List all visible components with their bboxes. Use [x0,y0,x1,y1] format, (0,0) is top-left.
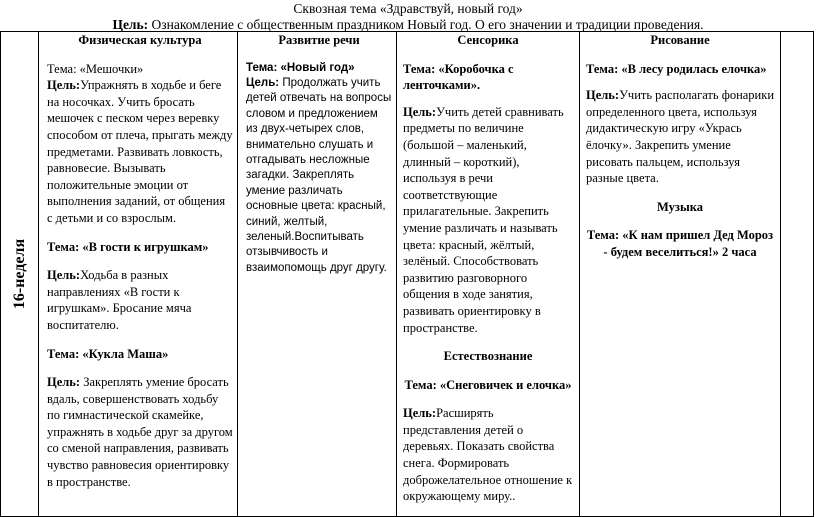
nature-theme [403,377,573,394]
music-theme [586,227,774,260]
speech-goal-text: Продолжать учить детей отвечать на вопросы словом и предложением из двух-четырех слов, внимательно слушать и отгадывать несложные загадки. Закреплять умение различать основные цвета: красный, синий, желтый, зеленый.Воспитывать отзывчивость и взаимопомощь друг другу. [246,77,392,274]
sensory-title: Сенсорика [457,33,519,47]
pe-goal-3-text: Закреплять умение бросать вдаль, совершенствовать ходьбу по гимнастической скамейке, упражнять в ходьбе друг за другом со сменой направления, развивать чувство равновесия ориентировку в пространстве. [47,375,233,489]
drawing-theme-text: Тема: «В лесу родилась елочка» [586,61,767,76]
music-theme-text: Тема: «К нам пришел Дед Мороз - будем веселиться!» 2 часа [586,228,774,259]
sensory-column [397,32,580,517]
pe-goal-1-label: Цель: [47,78,81,93]
pe-goal-3 [47,374,233,490]
pe-goal-2-text: Ходьба в разных направлениях «В гости к игрушкам». Бросание мяча воспитателю. [47,268,192,332]
pe-theme-3 [47,346,233,363]
drawing-goal-label: Цель: [586,88,620,103]
pe-title: Физическая культура [78,33,202,47]
drawing-column [580,32,781,517]
drawing-goal-text: Учить располагать фонарики определенного цвета, используя дидактическую игру «Укрась ёлочку». Закрепить умение рисовать пальцем, используя разные цвета. [586,88,775,186]
sensory-theme-text: Тема: «Коробочка с ленточками». [403,61,514,93]
pe-theme-2-text: Тема: «В гости к игрушкам» [47,239,209,254]
pe-theme-1: Тема: «Мешочки» [47,61,144,76]
goal-text: Ознакомление с общественным праздником Новый год. О его значении и традиции проведения. [148,17,704,32]
nature-goal-text: Расширять представления детей о деревьях. Показать свойства снега. Формировать доброжелательное отношение к окружающему миру.. [403,406,573,504]
sensory-theme [403,61,573,94]
pe-column [39,32,238,517]
goal-label: Цель: [112,17,149,32]
music-title: Музыка [657,199,703,214]
pe-theme-2 [47,239,233,256]
speech-theme-text: Тема: «Новый год» [246,61,355,74]
nature-theme-text: Тема: «Снеговичек и елочка» [404,377,572,392]
nature-goal [403,405,573,505]
drawing-goal [586,87,774,187]
week-cell [1,32,39,517]
speech-goal [246,76,392,276]
document-title: Сквозная тема «Здравствуй, новый год» [293,1,523,16]
pe-goal-2-label: Цель: [47,268,81,283]
weekly-plan-table [0,31,814,517]
pe-theme-3-text: Тема: «Кукла Маша» [47,346,169,361]
drawing-title: Рисование [650,33,710,47]
pe-goal-1-text: Упражнять в ходьбе и беге на носочках. Учить бросать мешочек с песком через веревку способом от плеча, прыгать между предметами. Развивать ловкость, равновесие. Вызывать положительные эмоции от выполнения заданий, от общения с детьми и со взрослым. [47,78,233,225]
nature-goal-label: Цель: [403,406,437,421]
sensory-goal [403,104,573,336]
pe-goal-1 [47,77,233,226]
speech-column [238,32,397,517]
week-label: 16-неделя [10,238,28,310]
sensory-goal-text: Учить детей сравнивать предметы по величине (большой – маленький, длинный – короткий), используя в речи соответствующие прилагательные. Закрепить умение различать и называть цвета: красный, жёлтый, зелёный. Способствовать развитию разговорного общения в ходе занятия, развивать ориентировку в пространстве. [403,104,564,335]
speech-title: Развитие речи [278,33,360,47]
sensory-goal-label: Цель: [403,104,437,119]
pe-goal-3-label: Цель: [47,375,81,390]
empty-column [781,32,814,517]
speech-goal-label: Цель: [246,77,280,89]
nature-title: Естествознание [443,349,533,364]
pe-goal-2 [47,267,233,333]
drawing-theme [586,61,774,78]
speech-theme [246,61,392,76]
table-row [1,32,814,517]
